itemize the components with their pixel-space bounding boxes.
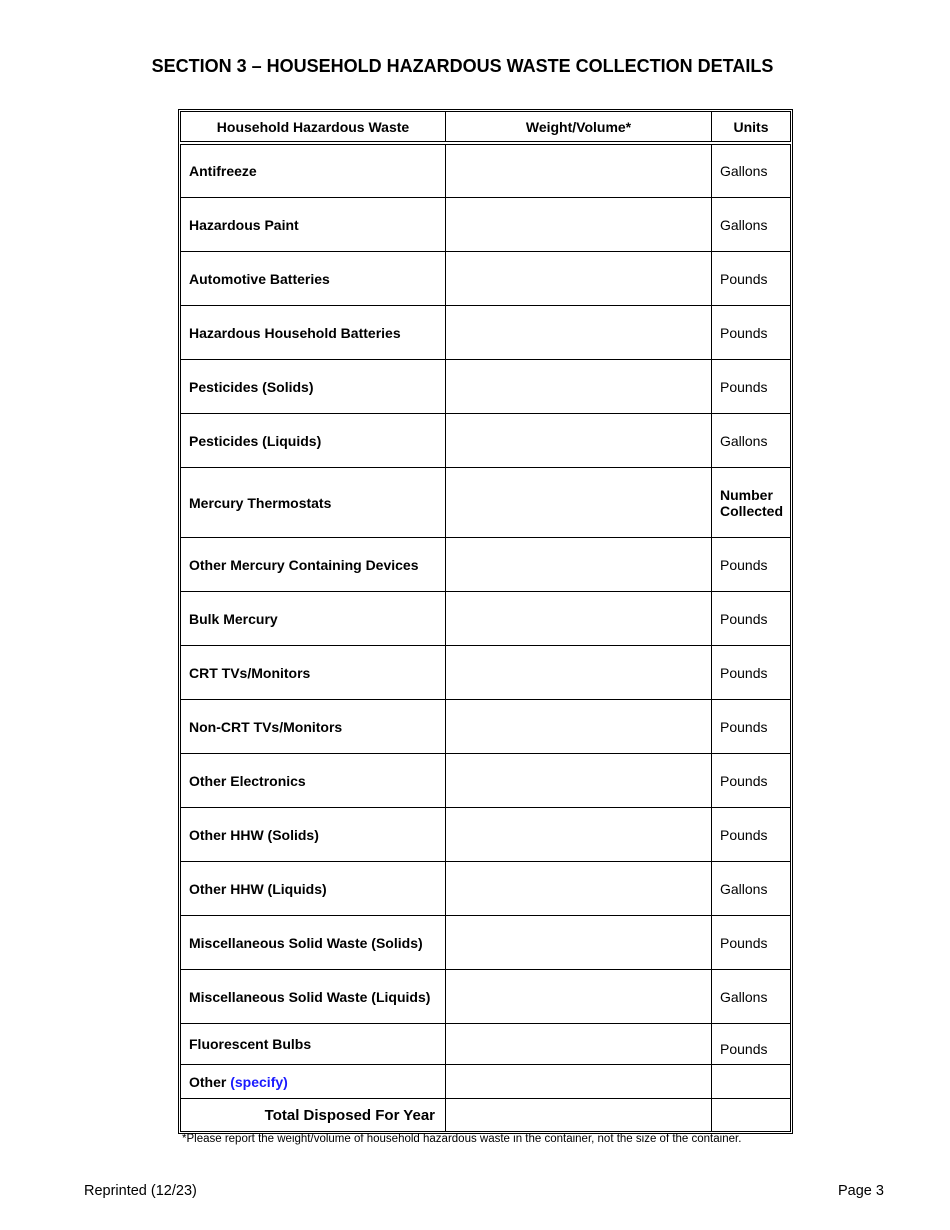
row-item-label: CRT TVs/Monitors <box>180 646 446 700</box>
weight-volume-input-cell[interactable] <box>446 970 712 1024</box>
row-unit: Pounds <box>712 916 791 970</box>
table-row <box>180 306 791 360</box>
total-unit-cell[interactable] <box>712 1099 791 1132</box>
row-item-label: Miscellaneous Solid Waste (Solids) <box>180 916 446 970</box>
unit-line-1: Number <box>720 486 773 503</box>
weight-volume-input-cell[interactable] <box>446 862 712 916</box>
other-unit-input-cell[interactable] <box>712 1065 791 1099</box>
row-unit: Pounds <box>712 1024 791 1065</box>
row-unit: Pounds <box>712 700 791 754</box>
row-unit: Pounds <box>712 808 791 862</box>
table-row <box>180 754 791 808</box>
weight-volume-input-cell[interactable] <box>446 252 712 306</box>
other-item-label <box>180 1065 446 1099</box>
unit-line-2: Collected <box>720 502 784 519</box>
footnote: *Please report the weight/volume of household hazardous waste in the container, not the size of the container. <box>182 1133 742 1145</box>
table-row <box>180 144 791 198</box>
row-item-label: Other HHW (Solids) <box>180 808 446 862</box>
other-weight-volume-input-cell[interactable] <box>446 1065 712 1099</box>
table-row <box>180 970 791 1024</box>
table-row <box>180 916 791 970</box>
table-row <box>180 808 791 862</box>
row-item-label: Other Electronics <box>180 754 446 808</box>
table-row <box>180 468 791 538</box>
row-unit <box>712 468 791 538</box>
row-unit: Gallons <box>712 414 791 468</box>
weight-volume-input-cell[interactable] <box>446 468 712 538</box>
specify-hint: (specify) <box>230 1073 288 1090</box>
table-row <box>180 646 791 700</box>
table-row <box>180 252 791 306</box>
weight-volume-input-cell[interactable] <box>446 754 712 808</box>
table-row <box>180 360 791 414</box>
hhw-collection-table <box>180 111 791 1132</box>
row-unit: Gallons <box>712 144 791 198</box>
row-item-label: Fluorescent Bulbs <box>180 1024 446 1065</box>
row-item-label: Bulk Mercury <box>180 592 446 646</box>
row-unit: Pounds <box>712 360 791 414</box>
weight-volume-input-cell[interactable] <box>446 700 712 754</box>
row-item-label: Other Mercury Containing Devices <box>180 538 446 592</box>
weight-volume-input-cell[interactable] <box>446 646 712 700</box>
row-unit: Pounds <box>712 646 791 700</box>
total-disposed-label: Total Disposed For Year <box>180 1099 446 1132</box>
weight-volume-input-cell[interactable] <box>446 144 712 198</box>
row-unit: Pounds <box>712 754 791 808</box>
header-waste-type: Household Hazardous Waste <box>180 111 446 142</box>
total-weight-volume-input-cell[interactable] <box>446 1099 712 1132</box>
weight-volume-input-cell[interactable] <box>446 808 712 862</box>
row-unit: Pounds <box>712 306 791 360</box>
weight-volume-input-cell[interactable] <box>446 592 712 646</box>
row-unit: Gallons <box>712 198 791 252</box>
row-unit: Pounds <box>712 538 791 592</box>
row-item-label: Automotive Batteries <box>180 252 446 306</box>
page-number: Page 3 <box>838 1183 884 1199</box>
table-row <box>180 1024 791 1065</box>
section-title: SECTION 3 – HOUSEHOLD HAZARDOUS WASTE COLLECTION DETAILS <box>151 56 774 76</box>
table-row <box>180 538 791 592</box>
other-row <box>180 1065 791 1099</box>
table-row <box>180 592 791 646</box>
row-unit: Pounds <box>712 592 791 646</box>
weight-volume-input-cell[interactable] <box>446 198 712 252</box>
row-item-label: Hazardous Household Batteries <box>180 306 446 360</box>
header-weight-volume: Weight/Volume* <box>446 111 712 142</box>
row-item-label: Miscellaneous Solid Waste (Liquids) <box>180 970 446 1024</box>
weight-volume-input-cell[interactable] <box>446 1024 712 1065</box>
weight-volume-input-cell[interactable] <box>446 414 712 468</box>
table-row <box>180 700 791 754</box>
row-item-label: Pesticides (Solids) <box>180 360 446 414</box>
row-item-label: Mercury Thermostats <box>180 468 446 538</box>
table-header-row <box>180 111 791 142</box>
table-row <box>180 414 791 468</box>
total-row <box>180 1099 791 1132</box>
other-label: Other <box>189 1073 227 1090</box>
weight-volume-input-cell[interactable] <box>446 916 712 970</box>
row-unit: Gallons <box>712 862 791 916</box>
table-row <box>180 198 791 252</box>
header-units: Units <box>712 111 791 142</box>
weight-volume-input-cell[interactable] <box>446 360 712 414</box>
row-unit: Pounds <box>712 252 791 306</box>
row-item-label: Non-CRT TVs/Monitors <box>180 700 446 754</box>
row-item-label: Antifreeze <box>180 144 446 198</box>
row-unit: Gallons <box>712 970 791 1024</box>
weight-volume-input-cell[interactable] <box>446 538 712 592</box>
reprint-date: Reprinted (12/23) <box>84 1183 197 1199</box>
weight-volume-input-cell[interactable] <box>446 306 712 360</box>
row-item-label: Other HHW (Liquids) <box>180 862 446 916</box>
row-item-label: Pesticides (Liquids) <box>180 414 446 468</box>
hhw-table-frame <box>178 109 793 1134</box>
row-item-label: Hazardous Paint <box>180 198 446 252</box>
table-row <box>180 862 791 916</box>
